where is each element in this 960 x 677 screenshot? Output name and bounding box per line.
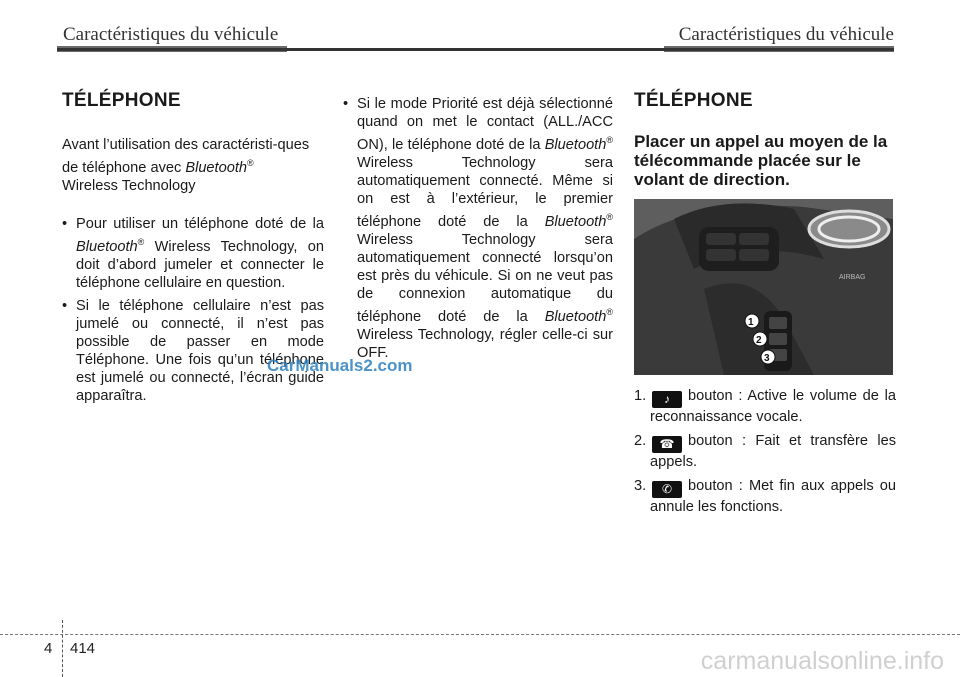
bullet-text-b: Wireless Technology sera automatiquement connecté. Même si on est à l’extérieur, le premier téléphone doté de la — [357, 154, 613, 230]
footer-rule — [0, 634, 960, 635]
registered-mark: ® — [606, 306, 613, 317]
bullet1-text-a: Pour utiliser un téléphone doté de la — [76, 215, 324, 232]
section-subtitle: Placer un appel au moyen de la télécommande placée sur le volant de direction. — [634, 132, 888, 189]
bullet-item: • Si le mode Priorité est déjà sélectionné quand on met le contact (ALL./ACC ON), le téléphone doté de la Bluetooth® Wireless Technology sera automatiquement connecté. Même si on est à l’extérieur, le premier téléphone doté de la Bluetooth® Wireless Technology sera automatiquement connecté lorsqu’on est près du véhicule. Si on ne veut pas de connexion automatique du téléphone doté de la Bluetooth® Wireless Technology, régler celle-ci sur OFF. — [343, 96, 613, 361]
bullet-text-c: Wireless Technology sera automatiquement connecté lorsqu’on est près du véhicule. Si on ne veut pas de connexion automatique du téléphone doté de la — [357, 231, 613, 325]
bullet-text-a: Si le mode Priorité est déjà sélectionné quand on met le contact (ALL./ACC ON), le téléphone doté de la — [357, 96, 613, 153]
bullet2-text: Si le téléphone cellulaire n’est pas jumelé ou connecté, il n’est pas possible de passer en mode Téléphone. Une fois qu’un téléphone est jumelé ou connecté, l’écran guide apparaîtra. — [76, 297, 324, 404]
bullet-item: • Si le téléphone cellulaire n’est pas jumelé ou connecté, il n’est pas possible de passer en mode Téléphone. Une fois qu’un téléphone est jumelé ou connecté, l’écran guide apparaîtra. — [62, 297, 324, 404]
item-number: 2. — [634, 433, 647, 449]
bullet1-text-b: Wireless Technology, on doit d’abord jumeler et connecter le téléphone cellulaire en question. — [76, 238, 324, 291]
steering-wheel-photo — [634, 199, 893, 375]
list-item — [634, 432, 896, 471]
header-rule — [57, 48, 894, 51]
intro-paragraph — [62, 136, 324, 195]
call-icon: ☎ — [652, 436, 682, 453]
bullet-item: • Pour utiliser un téléphone doté de la Bluetooth® Wireless Technology, on doit d’abord jumeler et connecter le téléphone cellulaire en question. — [62, 215, 324, 291]
end-call-icon: ✆ — [652, 481, 682, 498]
voice-recognition-icon: ♪ — [652, 391, 682, 408]
column-2 — [343, 95, 613, 367]
watermark-text: CarManuals2.com — [267, 356, 413, 375]
column-3 — [634, 92, 896, 522]
registered-mark: ® — [137, 236, 145, 247]
chapter-number: 4 — [44, 640, 53, 657]
item-number: 3. — [634, 478, 647, 494]
section-title: TÉLÉPHONE — [634, 90, 753, 111]
airbag-label: AIRBAG — [839, 274, 866, 281]
header-right-title: Caractéristiques du véhicule — [678, 24, 894, 45]
intro-text-a: Avant l’utilisation des caractéristi-ques de téléphone avec — [62, 137, 310, 176]
registered-mark: ® — [247, 158, 254, 168]
list-item — [634, 387, 896, 426]
bullet-text-d: Wireless Technology, régler celle-ci sur OFF. — [357, 326, 613, 361]
section-title: TÉLÉPHONE — [62, 90, 181, 111]
item-number: 1. — [634, 388, 647, 404]
item-text: bouton : Met fin aux appels ou annule les fonctions. — [650, 478, 896, 515]
item-text: bouton : Fait et transfère les appels. — [650, 433, 896, 470]
intro-text-b: Wireless Technology — [62, 177, 196, 194]
bluetooth-word: Bluetooth — [544, 308, 607, 325]
callout-2: 2 — [756, 335, 762, 346]
bluetooth-word: Bluetooth — [76, 238, 138, 255]
footer-divider — [62, 620, 63, 677]
item-text: bouton : Active le volume de la reconnaissance vocale. — [650, 388, 896, 425]
registered-mark: ® — [606, 211, 613, 222]
header-left-title: Caractéristiques du véhicule — [63, 24, 279, 45]
callout-1: 1 — [748, 317, 754, 328]
bluetooth-word: Bluetooth — [544, 136, 607, 153]
callout-3: 3 — [764, 353, 770, 364]
list-item — [634, 477, 896, 516]
registered-mark: ® — [606, 135, 613, 145]
bluetooth-word: Bluetooth — [185, 159, 248, 176]
bluetooth-word: Bluetooth — [544, 213, 607, 230]
steering-wheel-illustration — [634, 199, 893, 375]
footer-watermark: carmanualsonline.info — [700, 647, 944, 675]
page-number: 414 — [70, 640, 96, 657]
